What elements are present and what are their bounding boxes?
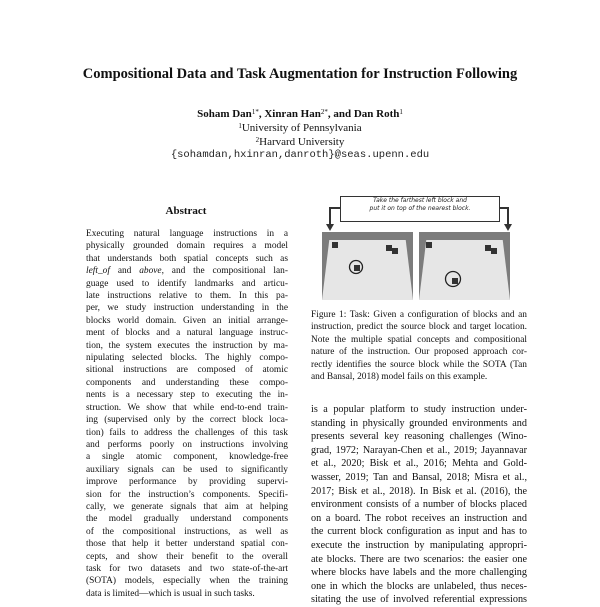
abstract-line: Executing natural language instructions in a bbox=[86, 229, 288, 239]
caption-line: Figure 1: Task: Given a configuration of blocks and an bbox=[311, 310, 527, 320]
author-marker: 1* bbox=[251, 108, 259, 116]
body-line: standing in physically grounded environments and bbox=[311, 417, 527, 429]
body-line: execute the instruction by manipulating appropri- bbox=[311, 539, 527, 551]
target-marker-icon bbox=[348, 259, 364, 275]
body-line: on a board. The robot receives an instruction and bbox=[311, 512, 527, 524]
abstract-line: ing (supervised only by the correct block loca- bbox=[86, 415, 288, 426]
abstract-line: ment of blocks and a natural language instruc- bbox=[86, 328, 288, 339]
abstract-line: tion) fails to address the challenges of this task bbox=[86, 427, 288, 438]
body-line: sitating the use of involved referential expressions bbox=[311, 594, 527, 606]
caption-line: nature of the instruction. Our proposed approach cor- bbox=[311, 347, 527, 358]
body-line: one in which the blocks are unlabeled, thus neces- bbox=[311, 580, 527, 592]
body-line: presents several key reasoning challenges (Wino- bbox=[311, 431, 527, 443]
abstract-line: of the compositional instructions, as well as bbox=[86, 526, 288, 537]
abstract-line: guage used to identify landmarks and articu- bbox=[86, 278, 288, 289]
left-arrow bbox=[330, 208, 340, 226]
author-separator: , bbox=[258, 108, 265, 120]
scene-block bbox=[426, 242, 432, 248]
abstract-line: physically grounded domain requires a model bbox=[86, 241, 288, 252]
abstract-line: per, we study instruction understanding in the bbox=[86, 303, 288, 314]
author-email: {sohamdan,hxinran,danroth}@seas.upenn.edu bbox=[170, 149, 430, 161]
caption-line: instruction, predict the source block and target location. bbox=[311, 322, 527, 333]
caption-line: and Bansal, 2018) model fails on this example. bbox=[311, 372, 488, 383]
body-line: grad, 1972; Narayan-Chen et al., 2019; Jayannavar bbox=[311, 444, 527, 456]
abstract-heading: Abstract bbox=[165, 205, 207, 217]
target-marker-icon bbox=[444, 270, 462, 288]
body-line: 2017; Bisk et al., 2018). In Bisk et al. (2016), the bbox=[311, 485, 527, 497]
body-line: is a popular platform to study instruction under- bbox=[311, 404, 527, 415]
callout-line: Take the farthest left block and bbox=[373, 197, 467, 204]
body-line: et al., 2020; Bisk et al., 2016; Mehta and Gold- bbox=[311, 458, 527, 470]
caption-line: Note the multiple spatial concepts and compositional bbox=[311, 334, 527, 345]
abstract-line: sitional instructions are composed of atomic bbox=[86, 365, 288, 376]
body-line: wasser, 2019; Tan and Bansal, 2018; Misra et al., bbox=[311, 471, 527, 483]
abstract-line: a single atomic component, knowledge-free bbox=[86, 452, 288, 463]
affiliation-marker: 2 bbox=[255, 136, 260, 144]
abstract-line: the model gradually understand components bbox=[86, 514, 288, 525]
abstract-line: data is limited—which is usual in such tasks. bbox=[86, 588, 255, 599]
body-line: the current block configuration as input and has to bbox=[311, 526, 527, 538]
scene-block bbox=[491, 248, 497, 254]
scene-block bbox=[332, 242, 338, 248]
callout-line: put it on top of the nearest block. bbox=[369, 205, 471, 212]
body-line: where blocks have labels and the more challenging bbox=[311, 567, 527, 579]
scene-panel-left bbox=[322, 232, 413, 300]
term-left-of: left_of bbox=[86, 266, 110, 277]
abstract-line: cally, we generate signals that aim at helping bbox=[86, 501, 288, 512]
scene-floor bbox=[322, 240, 413, 300]
abstract-line: late instructions relative to them. In this pa- bbox=[86, 291, 288, 302]
abstract-line: improve performance by providing supervi- bbox=[86, 477, 288, 488]
affiliation-name: Harvard University bbox=[259, 136, 345, 148]
caption-line: rectly identifies the source block while the SOTA (Tan bbox=[311, 359, 527, 370]
affiliation bbox=[0, 135, 600, 149]
affiliation-name: University of Pennsylvania bbox=[241, 122, 362, 134]
author-line bbox=[0, 107, 600, 121]
abstract-line: struction. We show that while end-to-end train- bbox=[86, 402, 288, 413]
intro-paragraph bbox=[311, 403, 527, 607]
abstract-text: and bbox=[109, 266, 140, 277]
author-separator: , bbox=[327, 108, 334, 120]
author-name: Soham Dan bbox=[197, 108, 252, 120]
abstract-line: sion for the instruction’s components. Specifi- bbox=[86, 489, 288, 500]
affiliation bbox=[0, 121, 600, 135]
paper-title: Compositional Data and Task Augmentation for Instruction Following bbox=[82, 66, 518, 82]
body-line: ate blocks. There are two scenarios: the easier one bbox=[311, 553, 527, 565]
abstract-line: and performs poorly on instructions involving bbox=[86, 439, 288, 450]
abstract-line: those that help it better understand spatial con- bbox=[86, 539, 288, 550]
abstract-line: (SOTA) models, especially when the training bbox=[86, 576, 288, 587]
body-line: environment consists of a number of blocks placed bbox=[311, 499, 527, 511]
abstract-text: , and the compositional lan- bbox=[161, 266, 288, 277]
abstract-line: nents is a necessary step to executing the in- bbox=[86, 390, 288, 401]
author-name: Xinran Han bbox=[264, 108, 321, 120]
author-marker: 1 bbox=[399, 108, 403, 116]
abstract-body bbox=[86, 228, 288, 600]
abstract-line: tion, the system executes the instruction by ma- bbox=[86, 340, 288, 351]
abstract-line: task for two datasets and two state-of-the-art bbox=[86, 563, 288, 574]
scene-block bbox=[392, 248, 398, 254]
figure-1 bbox=[322, 196, 516, 306]
figure-caption bbox=[311, 309, 527, 383]
abstract-line: that understands both spatial concepts such as bbox=[86, 253, 288, 264]
author-marker: 2* bbox=[320, 108, 328, 116]
abstract-line: auxiliary signals can be used to significantly bbox=[86, 464, 288, 475]
left-arrowhead bbox=[326, 224, 334, 231]
right-arrowhead bbox=[504, 224, 512, 231]
abstract-line: cepts, and show their benefit to the overall bbox=[86, 551, 288, 562]
author-name: and Dan Roth bbox=[333, 108, 400, 120]
abstract-line: blocks world domain. Given an initial arrange- bbox=[86, 315, 288, 326]
abstract-line: nipulating selected blocks. The highly compo- bbox=[86, 353, 288, 364]
term-above: above bbox=[139, 266, 162, 277]
abstract-line bbox=[86, 265, 288, 277]
scene-panel-right bbox=[419, 232, 510, 300]
affiliation-marker: 1 bbox=[238, 122, 242, 130]
abstract-line: components and understanding these compo- bbox=[86, 377, 288, 388]
instruction-callout bbox=[340, 196, 500, 222]
